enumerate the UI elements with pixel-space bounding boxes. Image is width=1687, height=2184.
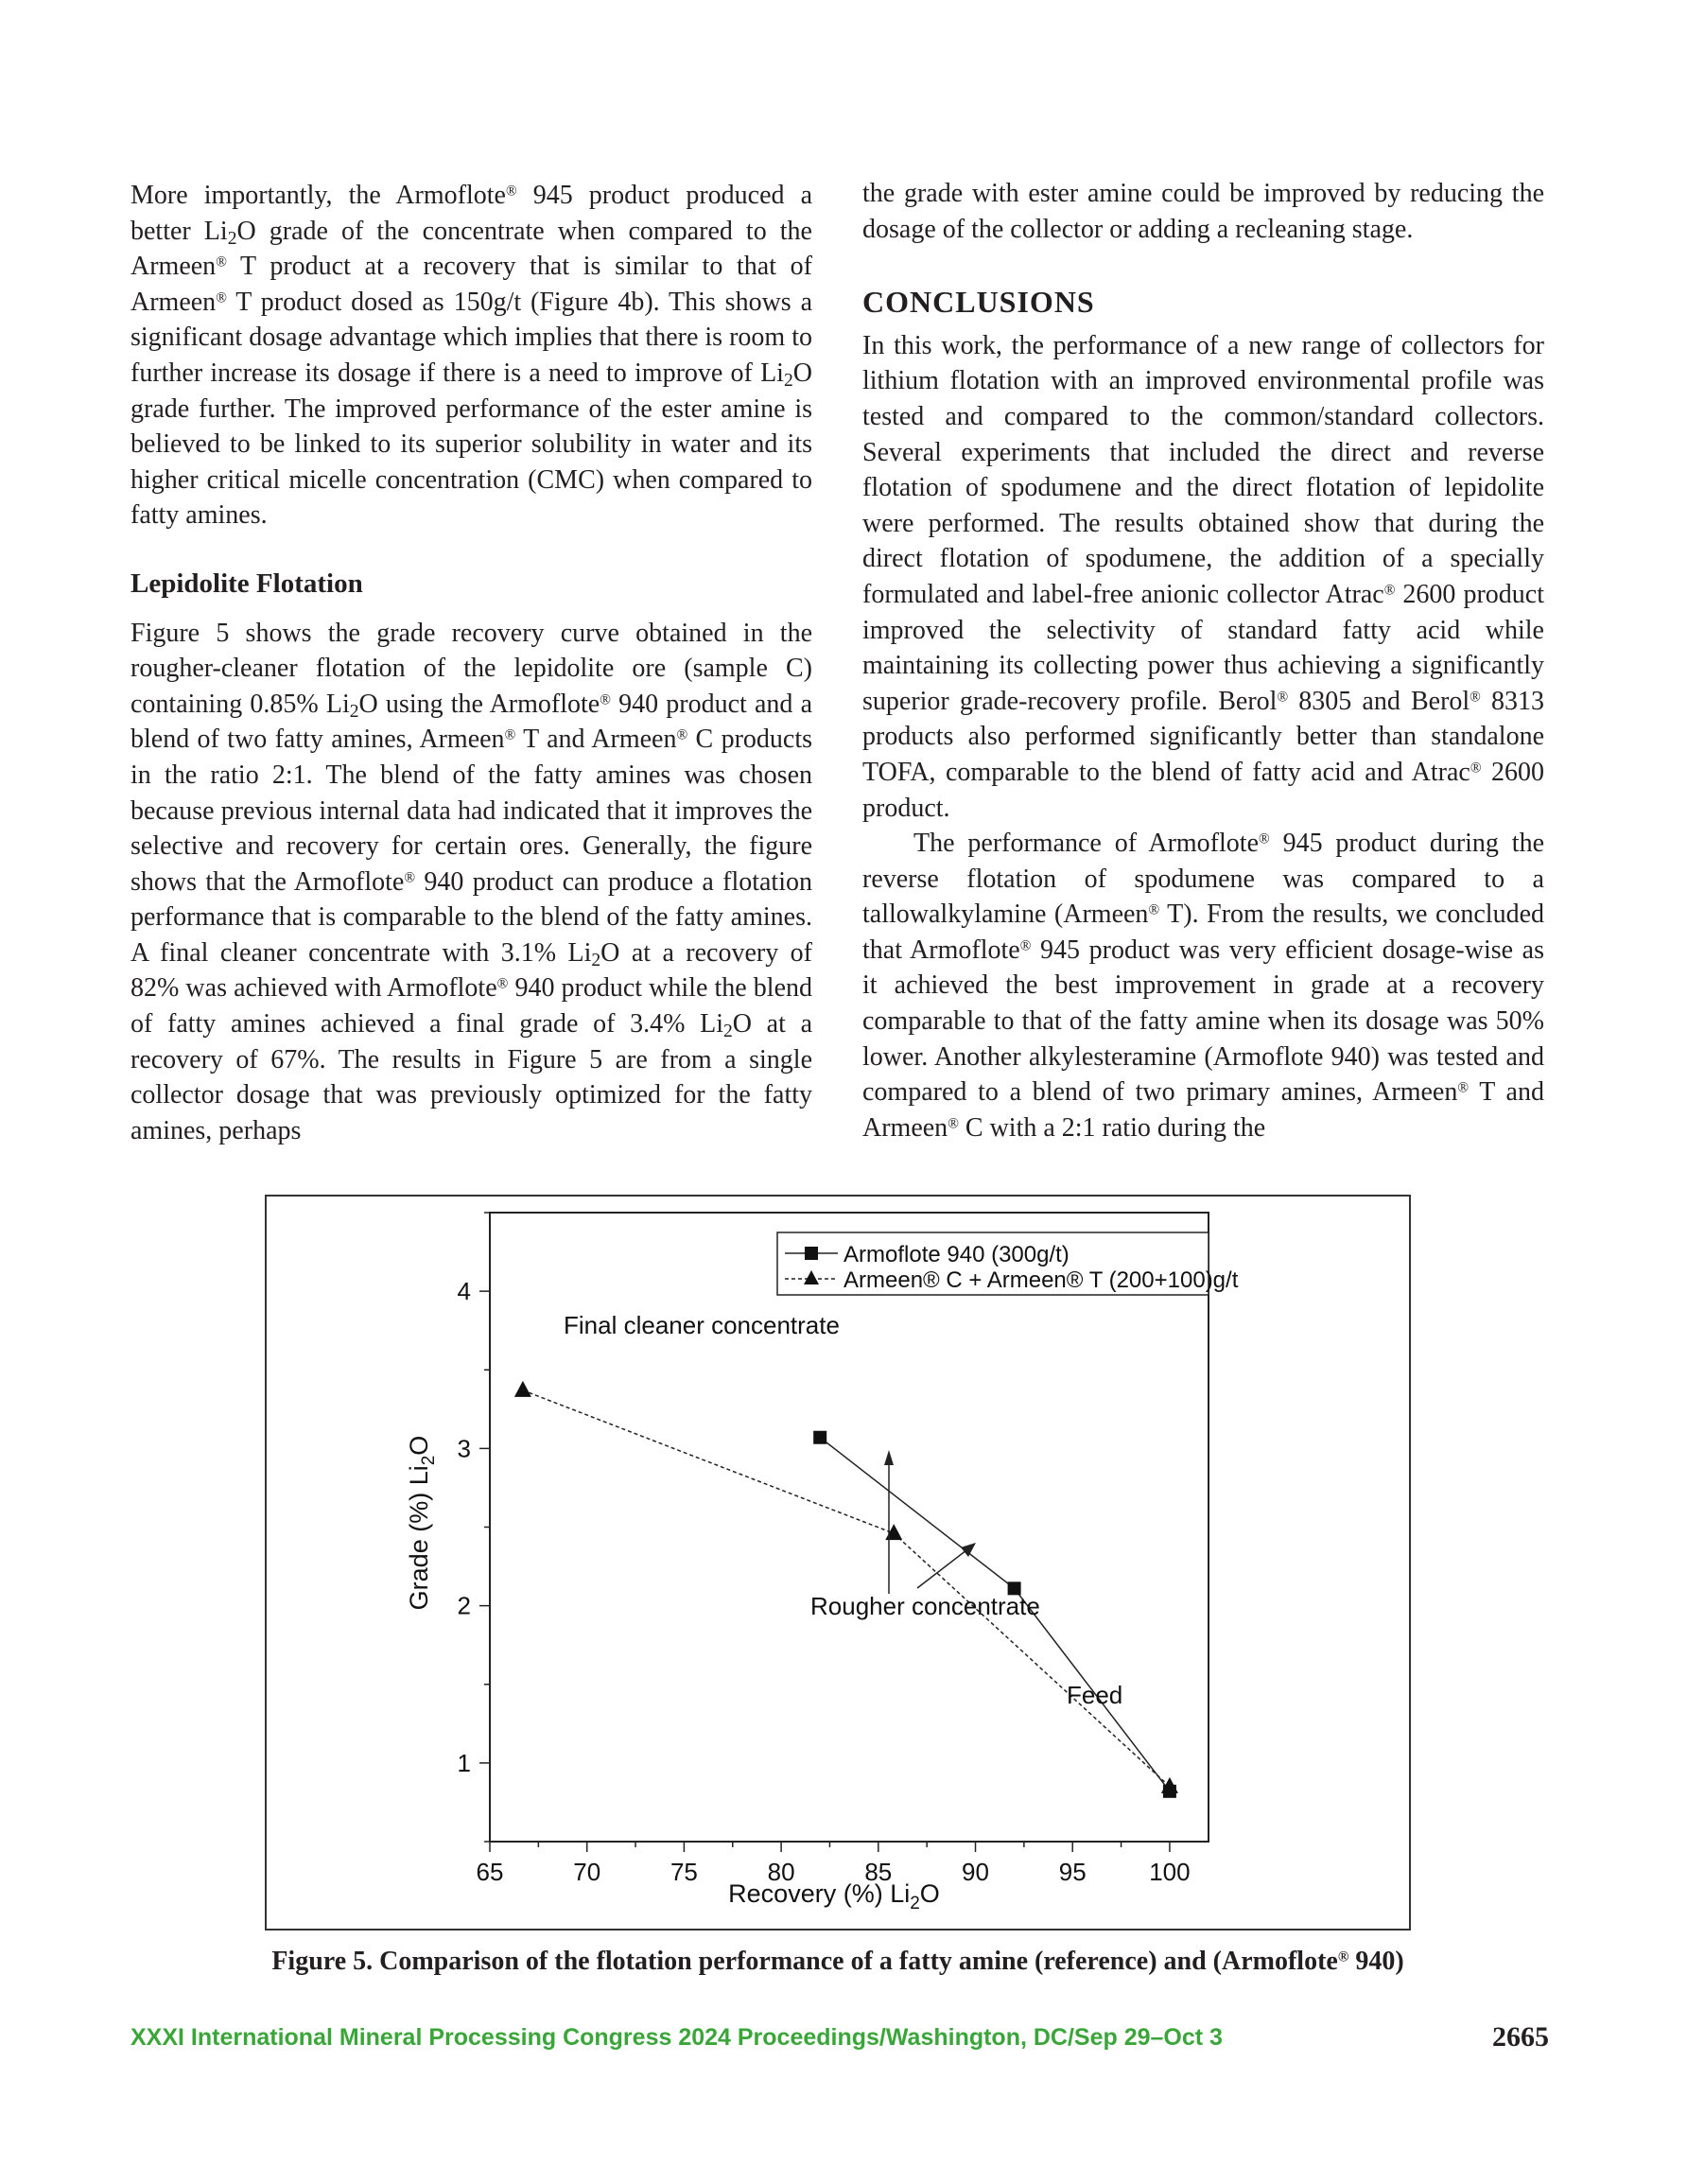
paragraph-lepidolite: Figure 5 shows the grade recovery curve obtained in the rougher-cleaner flotation of the lepidolite ore (sample C) containing 0.85% $Li_2O$ using the Armoflote® 940 product and a blend of two fatty amines, Armeen® T and Armeen® C products in the ratio 2:1. The blend of the fatty amines was chosen because previous internal data had indicated that it improves the selective and recovery for certain ores. Generally, the figure shows that the Armoflote® 940 product can produce a flotation performance that is comparable to the blend of the fatty amines. A final cleaner concentrate with 3.1% $Li_2O$ at a recovery of 82% was achieved with Armoflote® 940 product while the blend of fatty amines achieved a final grade of 3.4% $Li_2O$ at a recovery of 67%. The results in Figure 5 are from a single collector dosage that was previously optimized for the fatty amines, perhaps [130, 618, 812, 1145]
x-tick-label: 85 [864, 1858, 893, 1886]
y-tick-label: 3 [457, 1434, 471, 1463]
legend [777, 1232, 1239, 1295]
grade-recovery-chart [267, 1197, 1409, 1929]
y-tick-label: 2 [457, 1591, 471, 1620]
paragraph-conclusions-1: In this work, the performance of a new range of collectors for lithium flotation with an improved environmental profile was tested and compared to the common/standard collectors. Several experiments that included the direct and reverse flotation of spodumene and the direct flotation of lepidolite were performed. The results obtained show that during the direct flotation of spodumene, the addition of a specially formulated and label-free anionic collector Atrac® 2600 product improved the selectivity of standard fatty acid while maintaining its collecting power thus achieving a significantly superior grade-recovery profile. Berol® 8305 and Berol® 8313 products also performed significantly better than standalone TOFA, comparable to the blend of fatty acid and Atrac® 2600 product. [862, 330, 1545, 823]
x-tick-label: 100 [1149, 1858, 1191, 1886]
x-tick-label: 80 [767, 1858, 795, 1886]
section-heading-conclusions: CONCLUSIONS [862, 285, 1095, 320]
series-line-2 [523, 1390, 1170, 1787]
annotation-final-cleaner: Final cleaner concentrate [564, 1311, 840, 1339]
x-tick-label: 75 [670, 1858, 698, 1886]
plot-area [490, 1213, 1209, 1842]
page-number: 2665 [1492, 2021, 1549, 2053]
data-point-triangle [885, 1524, 902, 1540]
y-tick-label: 4 [457, 1277, 471, 1306]
x-tick-label: 65 [476, 1858, 504, 1886]
left-column [130, 178, 812, 1148]
x-tick-label: 95 [1058, 1858, 1087, 1886]
arrow-diagonal-shaft [917, 1550, 966, 1588]
y-tick-label: 1 [457, 1748, 471, 1777]
legend-square-marker [805, 1247, 818, 1260]
series-lines [523, 1390, 1170, 1791]
subheading-lepidolite: Lepidolite Flotation [130, 568, 363, 599]
series-markers [514, 1381, 1178, 1798]
annotation-feed: Feed [1067, 1681, 1123, 1709]
paragraph-conclusions-2: The performance of Armoflote® 945 product during the reverse flotation of spodumene was compared to a tallowalkylamine (Armeen® T). From the results, we concluded that Armoflote® 945 product was very efficient dosage-wise as it achieved the best improvement in grade at a recovery comparable to that of the fatty amine when its dosage was 50% lower. Another alkylesteramine (Armoflote 940) was tested and compared to a blend of two primary amines, Armeen® T and Armeen® C with a 2:1 ratio during the [862, 829, 1545, 1143]
x-tick-label: 90 [962, 1858, 989, 1886]
right-column [862, 176, 1544, 1145]
annotation-rougher: Rougher concentrate [810, 1592, 1040, 1620]
x-axis-label: Recovery (%) $Li_2O$ [728, 1879, 940, 1913]
footer-conference: XXXI International Mineral Processing Congress 2024 Proceedings/Washington, DC/Sep 29–Oct 3 [130, 2024, 1223, 2051]
data-point-square [813, 1431, 826, 1444]
x-tick-label: 70 [573, 1858, 601, 1886]
figure-5 [265, 1195, 1411, 1931]
rougher-arrows [884, 1450, 976, 1594]
y-axis-label: Grade (%) $Li_2O$ [405, 1435, 439, 1611]
y-axis-ticks [458, 1213, 490, 1842]
figure-caption: Figure 5. Comparison of the flotation performance of a fatty amine (reference) and (Armoflote® 940) [271, 1947, 1404, 1976]
data-point-triangle [514, 1381, 531, 1397]
legend-label-series-2: Armeen® C + Armeen® T (200+100)g/t [844, 1267, 1239, 1293]
arrow-diagonal-head [961, 1543, 976, 1557]
arrow-up-head [884, 1450, 894, 1465]
paragraph-continued: the grade with ester amine could be improved by reducing the dosage of the collector or adding a recleaning stage. [862, 179, 1544, 244]
legend-label-series-1: Armoflote 940 (300g/t) [844, 1242, 1070, 1267]
paragraph-armoflote-945: More importantly, the Armoflote® 945 product produced a better $Li_2O$ grade of the concentrate when compared to the Armeen® T product at a recovery that is similar to that of Armeen® T product dosed as 150g/t (Figure 4b). This shows a significant dosage advantage which implies that there is room to further increase its dosage if there is a need to improve of $Li_2O$ grade further. The improved performance of the ester amine is believed to be linked to its superior solubility in water and its higher critical micelle concentration (CMC) when compared to fatty amines. [130, 181, 812, 531]
